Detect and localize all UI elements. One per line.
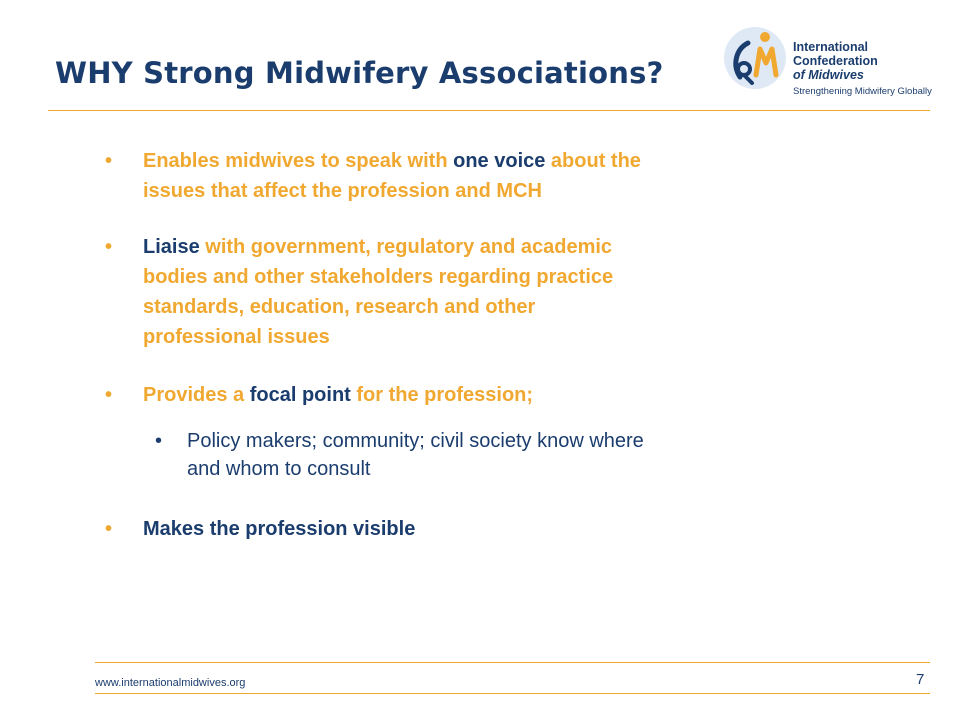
- icm-logo: [722, 25, 942, 105]
- header-divider: [48, 110, 930, 111]
- bullet-line: [143, 262, 613, 292]
- bullet-text: [143, 232, 613, 352]
- logo-line-1: International: [793, 40, 869, 54]
- logo-wordmark: [793, 40, 932, 97]
- bullet-line: [143, 146, 641, 176]
- text-run: about the: [545, 150, 641, 172]
- sub-bullet-marker: •: [155, 430, 163, 452]
- text-run: professional issues: [143, 326, 330, 348]
- slide-title: WHY Strong Midwifery Associations?: [55, 56, 664, 90]
- text-run: Provides a: [143, 384, 250, 406]
- text-run-highlight: focal point: [249, 384, 351, 406]
- bullet-marker: •: [105, 518, 113, 540]
- logo-line-2: Confederation: [793, 54, 878, 68]
- bullet-line: [143, 232, 613, 262]
- text-run: bodies and other stakeholders regarding practice: [143, 266, 614, 288]
- logo-line-3: of Midwives: [793, 68, 864, 82]
- bullet-line: [143, 380, 533, 410]
- text-run-highlight: Liaise: [143, 236, 200, 258]
- sub-bullet-line-2: and whom to consult: [187, 458, 371, 480]
- bullet-line: [143, 514, 415, 544]
- text-run-highlight: one voice: [453, 150, 546, 172]
- footer-divider-bottom: [95, 693, 930, 694]
- bullet-text: [143, 146, 641, 206]
- text-run: issues that affect the profession and MCH: [143, 180, 542, 202]
- bullet-marker: •: [105, 236, 113, 258]
- bullet-marker: •: [105, 150, 113, 172]
- text-run: standards, education, research and other: [143, 296, 536, 318]
- bullet-line: [143, 176, 641, 206]
- sub-bullet-text: [187, 427, 644, 483]
- bullet-line: [143, 322, 613, 352]
- page-number: 7: [916, 671, 925, 688]
- logo-tagline: Strengthening Midwifery Globally: [793, 86, 932, 97]
- footer-url: www.internationalmidwives.org: [95, 677, 246, 689]
- bullet-text: [143, 380, 533, 410]
- bullet-line: [143, 292, 613, 322]
- bullet-marker: •: [105, 384, 113, 406]
- text-run: Enables midwives to speak with: [143, 150, 454, 172]
- text-run: with government, regulatory and academic: [199, 236, 613, 258]
- footer-divider-top: [95, 662, 930, 663]
- sub-bullet-line-1: Policy makers; community; civil society know where: [187, 430, 644, 452]
- icm-emblem-icon: [722, 25, 788, 91]
- text-run-highlight: Makes the profession visible: [143, 518, 416, 540]
- bullet-text: [143, 514, 415, 544]
- text-run: for the profession;: [350, 384, 534, 406]
